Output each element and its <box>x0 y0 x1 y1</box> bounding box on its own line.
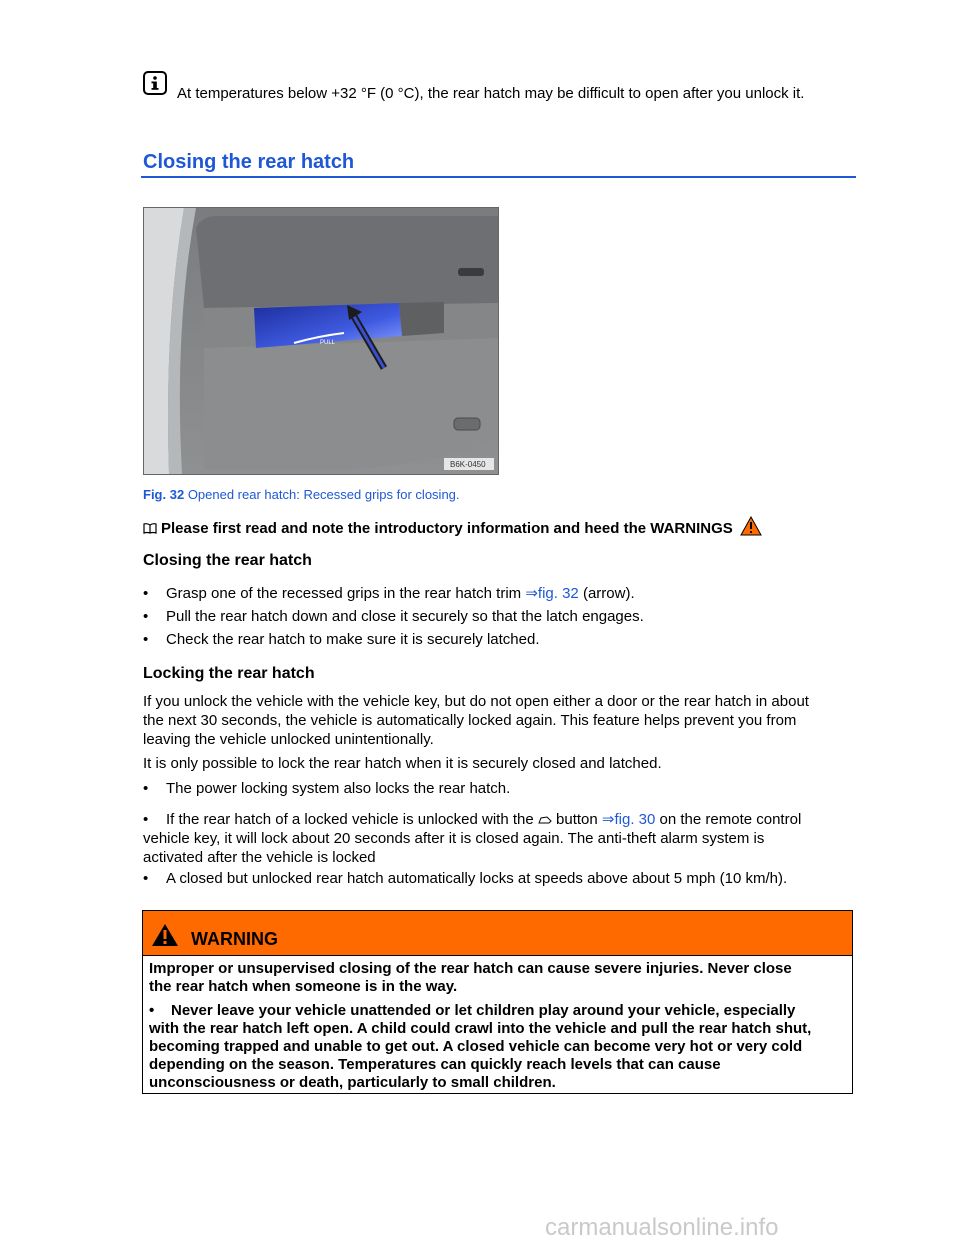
watermark: carmanualsonline.info <box>545 1214 779 1241</box>
warning-body: Improper or unsupervised closing of the rear hatch can cause severe injuries. Never close the rear hatch when someone is in the way. • Never leave your vehicle unattended or let children play around your vehicle, especially with the rear hatch left open. A child could crawl into the vehicle and pull the rear hatch shut, becoming trapped and unable to get out. A closed vehicle can become very hot or very cold depending on the season. Temperatures can quickly reach levels that can cause unconsciousness or death, particularly to small children. <box>149 960 812 1091</box>
figure-label: Fig. 32 <box>143 487 185 502</box>
book-icon <box>143 520 157 531</box>
warning-header <box>143 911 852 956</box>
rear-hatch-icon <box>538 810 552 818</box>
info-icon <box>143 71 167 95</box>
page-title: Closing the rear hatch <box>143 151 355 173</box>
warning-box <box>142 910 853 1094</box>
fig-32-link[interactable]: ⇒fig. 32 <box>525 585 579 602</box>
pull-label: PULL <box>320 340 336 346</box>
warning-icon <box>151 923 179 947</box>
locking-heading: Locking the rear hatch <box>143 665 315 682</box>
figure-rear-hatch <box>143 207 499 475</box>
warning-triangle-icon[interactable] <box>740 516 762 536</box>
title-rule <box>141 176 856 178</box>
list-item: • If the rear hatch of a locked vehicle is unlocked with the button ⇒fig. 30 on the remote control vehicle key, it will lock about 20 seconds after it is closed again. The anti-theft alarm system is activated after the vehicle is locked <box>143 811 802 866</box>
figure-caption-text: Opened rear hatch: Recessed grips for closing. <box>187 487 460 502</box>
read-note-text: Please first read and note the introductory information and heed the WARNINGS <box>161 520 733 537</box>
closing-heading: Closing the rear hatch <box>143 552 312 569</box>
figure-code: B6K-0450 <box>450 460 486 469</box>
fig-30-link[interactable]: ⇒fig. 30 <box>601 811 656 828</box>
read-note <box>143 516 762 538</box>
locking-paragraph-2: It is only possible to lock the rear hatch when it is securely closed and latched. <box>143 755 662 772</box>
note-text: At temperatures below +32 °F (0 °C), the rear hatch may be difficult to open after you unlock it. <box>177 85 805 102</box>
warning-title: WARNING <box>191 929 278 949</box>
locking-paragraph-1: If you unlock the vehicle with the vehicle key, but do not open either a door or the rear hatch in about the next 30 seconds, the vehicle is automatically locked again. This feature helps prevent you from leaving the vehicle unlocked unintentionally. <box>143 693 809 748</box>
figure-caption <box>143 485 460 504</box>
